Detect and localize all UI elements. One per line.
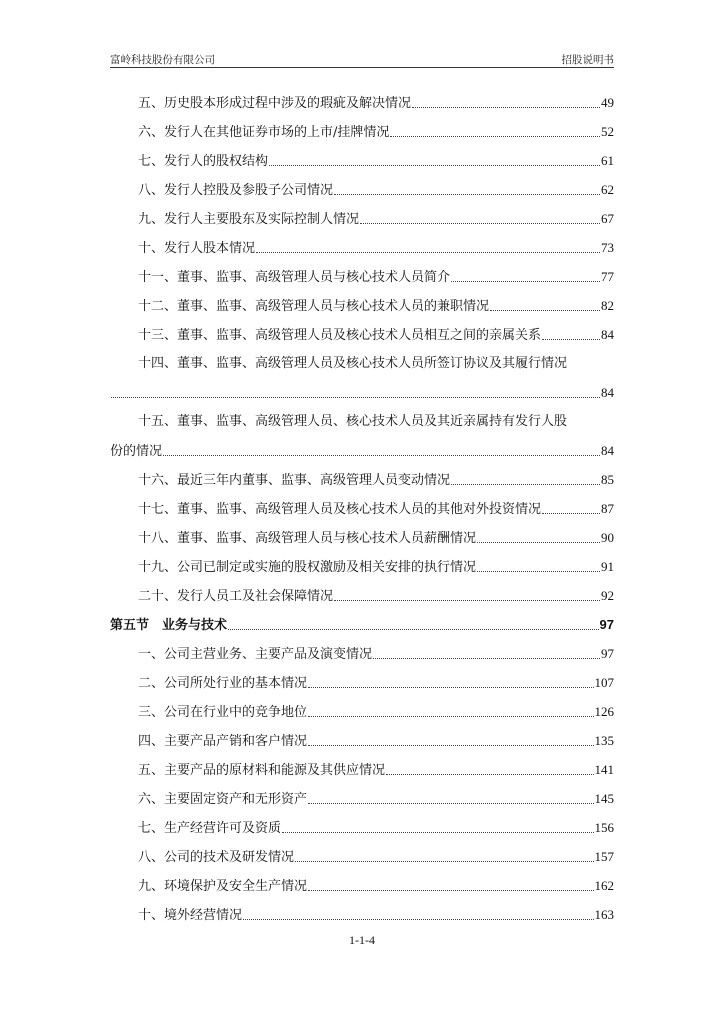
toc-entry[interactable]	[110, 465, 614, 494]
toc-leader	[308, 716, 593, 717]
toc-entry[interactable]	[110, 233, 614, 262]
toc-entry-page: 156	[594, 820, 614, 835]
toc-leader	[256, 252, 600, 253]
toc-entry-title: 九、环境保护及安全生产情况	[138, 879, 308, 894]
toc-entry-page: 85	[601, 472, 614, 487]
toc-entry-title: 二十、发行人员工及社会保障情况	[138, 589, 334, 604]
toc-entry-page: 61	[601, 153, 614, 168]
toc-entry-title: 十二、董事、监事、高级管理人员与核心技术人员的兼职情况	[138, 299, 490, 314]
toc-leader	[451, 484, 600, 485]
toc-entry-title: 十七、董事、监事、高级管理人员及核心技术人员的其他对外投资情况	[138, 502, 542, 517]
toc-entry-page: 126	[594, 704, 614, 719]
toc-leader	[111, 397, 600, 398]
toc-entry-page: 97	[601, 646, 614, 661]
toc-entry-title: 二、公司所处行业的基本情况	[138, 676, 308, 691]
toc-entry-page: 82	[601, 298, 614, 313]
toc-leader	[334, 194, 600, 195]
toc-leader	[360, 223, 600, 224]
toc-entry-title: 九、发行人主要股东及实际控制人情况	[138, 212, 360, 227]
toc-entry[interactable]	[110, 146, 614, 175]
toc-entry-page: 73	[601, 240, 614, 255]
toc-entry[interactable]	[110, 320, 614, 349]
toc-entry-title: 三、公司在行业中的竞争地位	[138, 705, 308, 720]
header-doc-title: 招股说明书	[561, 54, 614, 66]
toc-entry-title-cont: 份的情况	[110, 444, 163, 459]
toc-entry[interactable]	[110, 784, 614, 813]
toc-entry[interactable]	[110, 726, 614, 755]
toc-leader	[295, 861, 593, 862]
toc-entry-title: 七、生产经营许可及资质	[138, 821, 282, 836]
toc-entry-page: 84	[601, 443, 614, 458]
toc-entry[interactable]	[110, 204, 614, 233]
toc-entry-title: 十六、最近三年内董事、监事、高级管理人员变动情况	[138, 473, 451, 488]
toc-leader	[308, 803, 593, 804]
toc-entry[interactable]	[110, 900, 614, 929]
toc-entry-page: 90	[601, 530, 614, 545]
toc-entry-title: 十三、董事、监事、高级管理人员及核心技术人员相互之间的亲属关系	[138, 328, 542, 343]
toc-entry-title: 十一、董事、监事、高级管理人员与核心技术人员简介	[138, 270, 451, 285]
toc-section-page: 97	[599, 617, 614, 632]
toc-entry-title: 四、主要产品产销和客户情况	[138, 734, 308, 749]
toc-entry-page: 84	[601, 385, 614, 400]
toc-entry[interactable]	[110, 668, 614, 697]
toc-entry-page: 91	[601, 559, 614, 574]
toc-entry-line2[interactable]	[110, 436, 614, 465]
page-number: 1-1-4	[349, 933, 375, 947]
toc-entry-title: 十四、董事、监事、高级管理人员及核心技术人员所签订协议及其履行情况	[138, 356, 568, 371]
toc-entry-page: 52	[601, 124, 614, 139]
toc-entry-page: 77	[601, 269, 614, 284]
toc-leader	[243, 919, 593, 920]
toc-entry[interactable]	[110, 262, 614, 291]
toc-entry-line1[interactable]	[110, 349, 614, 378]
toc-entry[interactable]	[110, 639, 614, 668]
toc-entry-title: 六、主要固定资产和无形资产	[138, 792, 308, 807]
toc-entry[interactable]	[110, 755, 614, 784]
toc-section-heading[interactable]	[110, 610, 614, 639]
toc-entry-title: 十八、董事、监事、高级管理人员与核心技术人员薪酬情况	[138, 531, 477, 546]
toc-entry[interactable]	[110, 494, 614, 523]
toc-leader	[412, 107, 600, 108]
toc-leader	[373, 658, 600, 659]
toc-entry-line2[interactable]	[110, 378, 614, 407]
toc-leader	[477, 542, 600, 543]
toc-leader	[451, 281, 600, 282]
toc-entry-title: 十、发行人股本情况	[138, 241, 256, 256]
table-of-contents	[110, 88, 614, 929]
toc-entry-page: 141	[594, 762, 614, 777]
toc-leader	[308, 687, 593, 688]
toc-leader	[308, 890, 593, 891]
toc-entry-title: 十九、公司已制定或实施的股权激励及相关安排的执行情况	[138, 560, 477, 575]
toc-entry[interactable]	[110, 523, 614, 552]
toc-leader	[282, 832, 593, 833]
toc-entry[interactable]	[110, 291, 614, 320]
toc-entry-line1[interactable]	[110, 407, 614, 436]
toc-entry-page: 49	[601, 95, 614, 110]
toc-leader	[386, 774, 593, 775]
header-rule	[110, 67, 614, 68]
toc-entry-title: 五、历史股本形成过程中涉及的瑕疵及解决情况	[138, 96, 412, 111]
toc-leader	[334, 600, 600, 601]
toc-section-title: 第五节 业务与技术	[110, 618, 228, 633]
toc-entry-page: 163	[594, 907, 614, 922]
toc-entry[interactable]	[110, 552, 614, 581]
toc-leader	[163, 455, 600, 456]
toc-entry-page: 84	[601, 327, 614, 342]
toc-entry-page: 162	[594, 878, 614, 893]
toc-entry-page: 157	[594, 849, 614, 864]
toc-entry-title: 八、公司的技术及研发情况	[138, 850, 295, 865]
toc-entry[interactable]	[110, 175, 614, 204]
toc-entry-title: 六、发行人在其他证券市场的上市/挂牌情况	[138, 125, 390, 140]
toc-entry[interactable]	[110, 117, 614, 146]
toc-entry[interactable]	[110, 88, 614, 117]
toc-leader	[542, 513, 600, 514]
toc-entry-page: 145	[594, 791, 614, 806]
toc-entry-page: 135	[594, 733, 614, 748]
toc-entry[interactable]	[110, 697, 614, 726]
toc-leader	[477, 571, 600, 572]
toc-entry-page: 92	[601, 588, 614, 603]
toc-leader	[390, 136, 600, 137]
toc-entry[interactable]	[110, 813, 614, 842]
toc-entry-page: 87	[601, 501, 614, 516]
toc-entry-title: 七、发行人的股权结构	[138, 154, 269, 169]
toc-entry-title: 十五、董事、监事、高级管理人员、核心技术人员及其近亲属持有发行人股	[138, 414, 568, 429]
toc-entry[interactable]	[110, 581, 614, 610]
toc-leader	[308, 745, 593, 746]
header-company: 富岭科技股份有限公司	[110, 54, 215, 66]
toc-entry-title: 五、主要产品的原材料和能源及其供应情况	[138, 763, 386, 778]
toc-entry-page: 107	[594, 675, 614, 690]
toc-leader	[228, 629, 599, 630]
toc-leader	[490, 310, 600, 311]
toc-entry[interactable]	[110, 871, 614, 900]
toc-leader	[542, 339, 600, 340]
toc-entry-title: 八、发行人控股及参股子公司情况	[138, 183, 334, 198]
toc-leader	[269, 165, 600, 166]
toc-entry-title: 一、公司主营业务、主要产品及演变情况	[138, 647, 373, 662]
toc-entry-page: 62	[601, 182, 614, 197]
toc-entry[interactable]	[110, 842, 614, 871]
toc-entry-page: 67	[601, 211, 614, 226]
toc-entry-title: 十、境外经营情况	[138, 908, 243, 923]
